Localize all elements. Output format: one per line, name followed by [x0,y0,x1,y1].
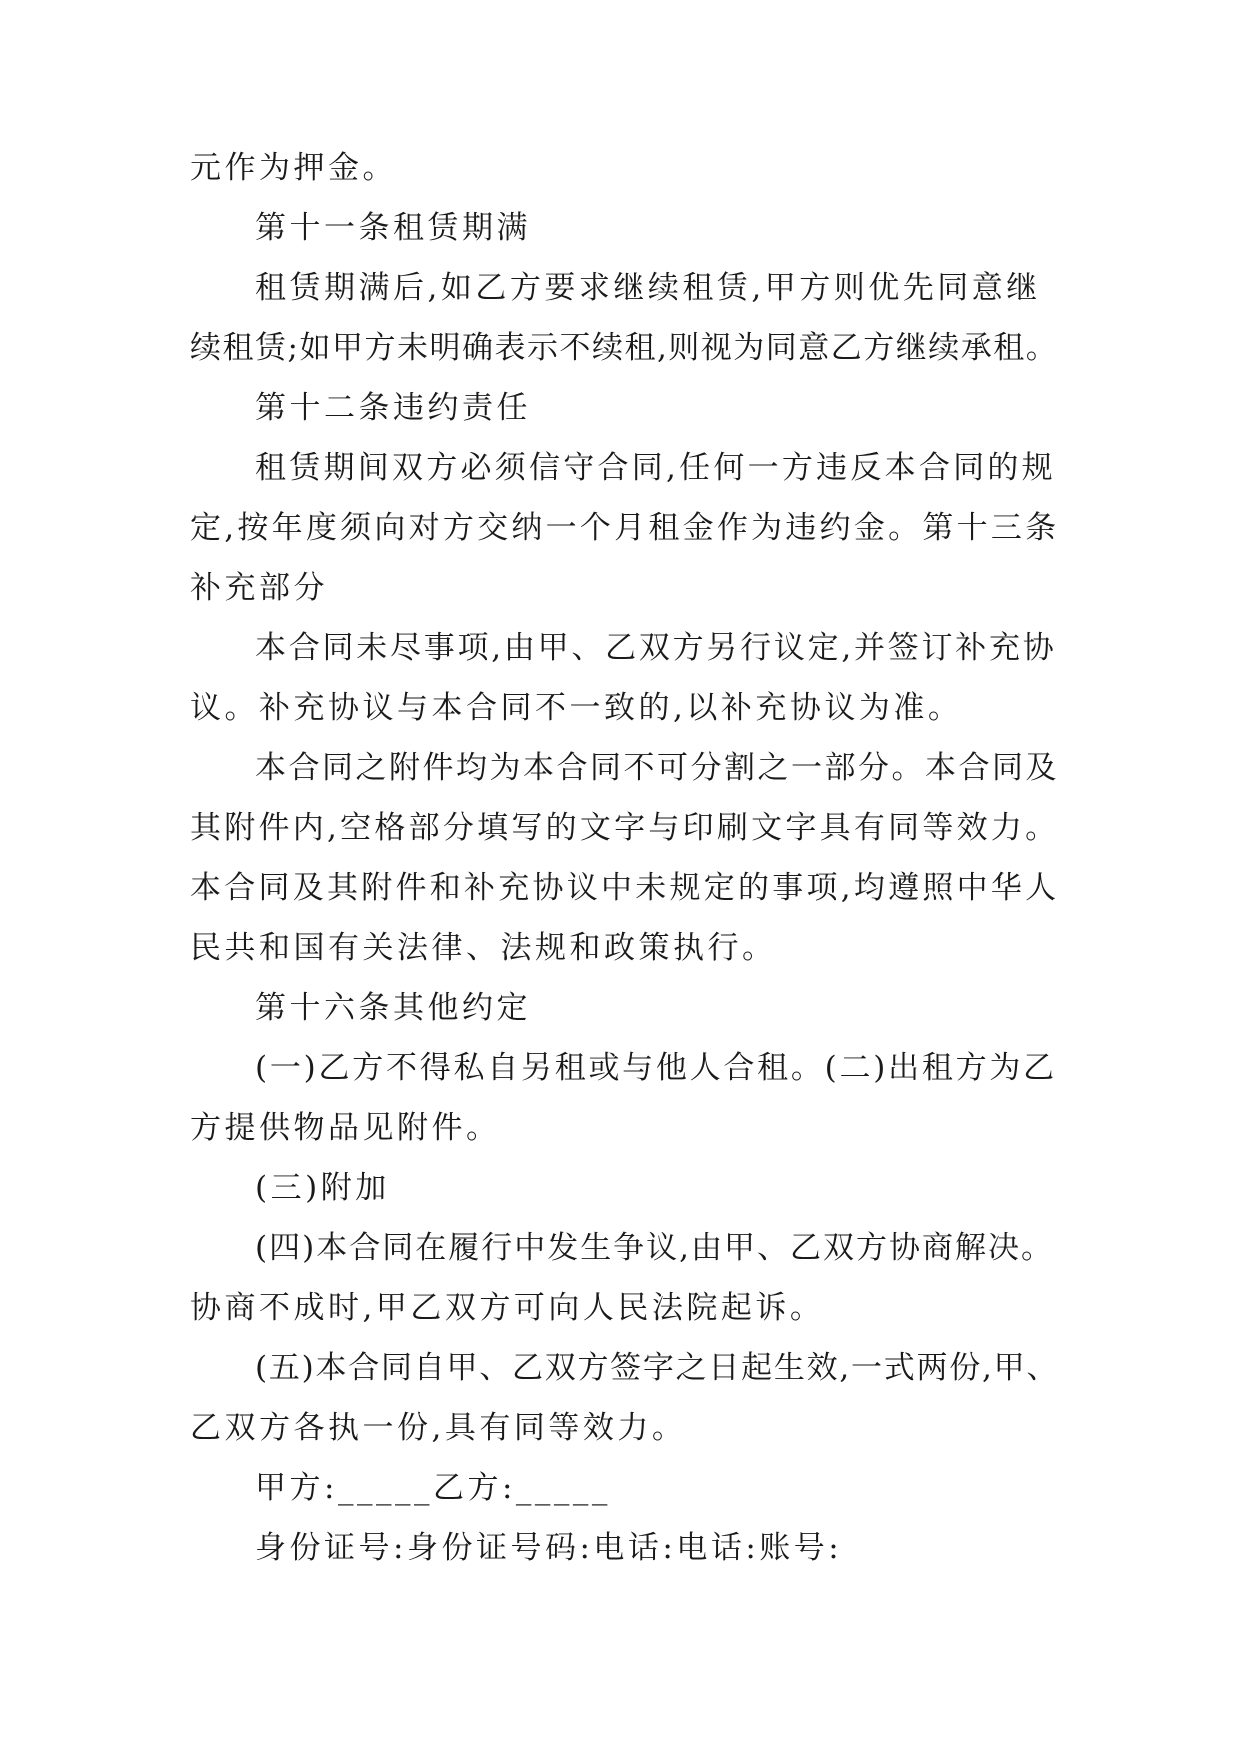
text-line: 租赁期满后,如乙方要求继续租赁,甲方则优先同意继 [255,270,1041,306]
text-line: 租赁期间双方必须信守合同,任何一方违反本合同的规 [255,450,1056,486]
text-line: 乙双方各执一份,具有同等效力。 [190,1410,687,1446]
text-line: 本合同及其附件和补充协议中未规定的事项,均遵照中华人 [190,870,1060,906]
text-line: (一)乙方不得私自另租或与他人合租。(二)出租方为乙 [255,1050,1057,1086]
text-line: 其附件内,空格部分填写的文字与印刷文字具有同等效力。 [190,810,1060,846]
text-line: 补充部分 [190,570,328,606]
clause-heading: 第十六条其他约定 [255,990,531,1026]
text-line: (三)附加 [255,1170,390,1206]
signature-line: 甲方:_____乙方:_____ [255,1470,611,1506]
text-line: 民共和国有关法律、法规和政策执行。 [190,930,777,966]
text-line: 本合同之附件均为本合同不可分割之一部分。本合同及 [255,750,1059,786]
clause-heading: 第十二条违约责任 [255,390,531,426]
text-line: 方提供物品见附件。 [190,1110,501,1146]
text-line: 议。补充协议与本合同不一致的,以补充协议为准。 [190,690,963,726]
text-line: (四)本合同在履行中发生争议,由甲、乙双方协商解决。 [255,1230,1055,1266]
text-line: 本合同未尽事项,由甲、乙双方另行议定,并签订补充协 [255,630,1057,666]
id-info-line: 身份证号:身份证号码:电话:电话:账号: [255,1530,843,1566]
text-line: 定,按年度须向对方交纳一个月租金作为违约金。第十三条 [190,510,1060,546]
clause-heading: 第十一条租赁期满 [255,210,531,246]
text-line: (五)本合同自甲、乙双方签字之日起生效,一式两份,甲、 [255,1350,1060,1386]
text-line: 协商不成时,甲乙双方可向人民法院起诉。 [190,1290,825,1326]
text-line: 续租赁;如甲方未明确表示不续租,则视为同意乙方继续承租。 [190,330,1059,366]
text-line: 元作为押金。 [190,150,397,186]
